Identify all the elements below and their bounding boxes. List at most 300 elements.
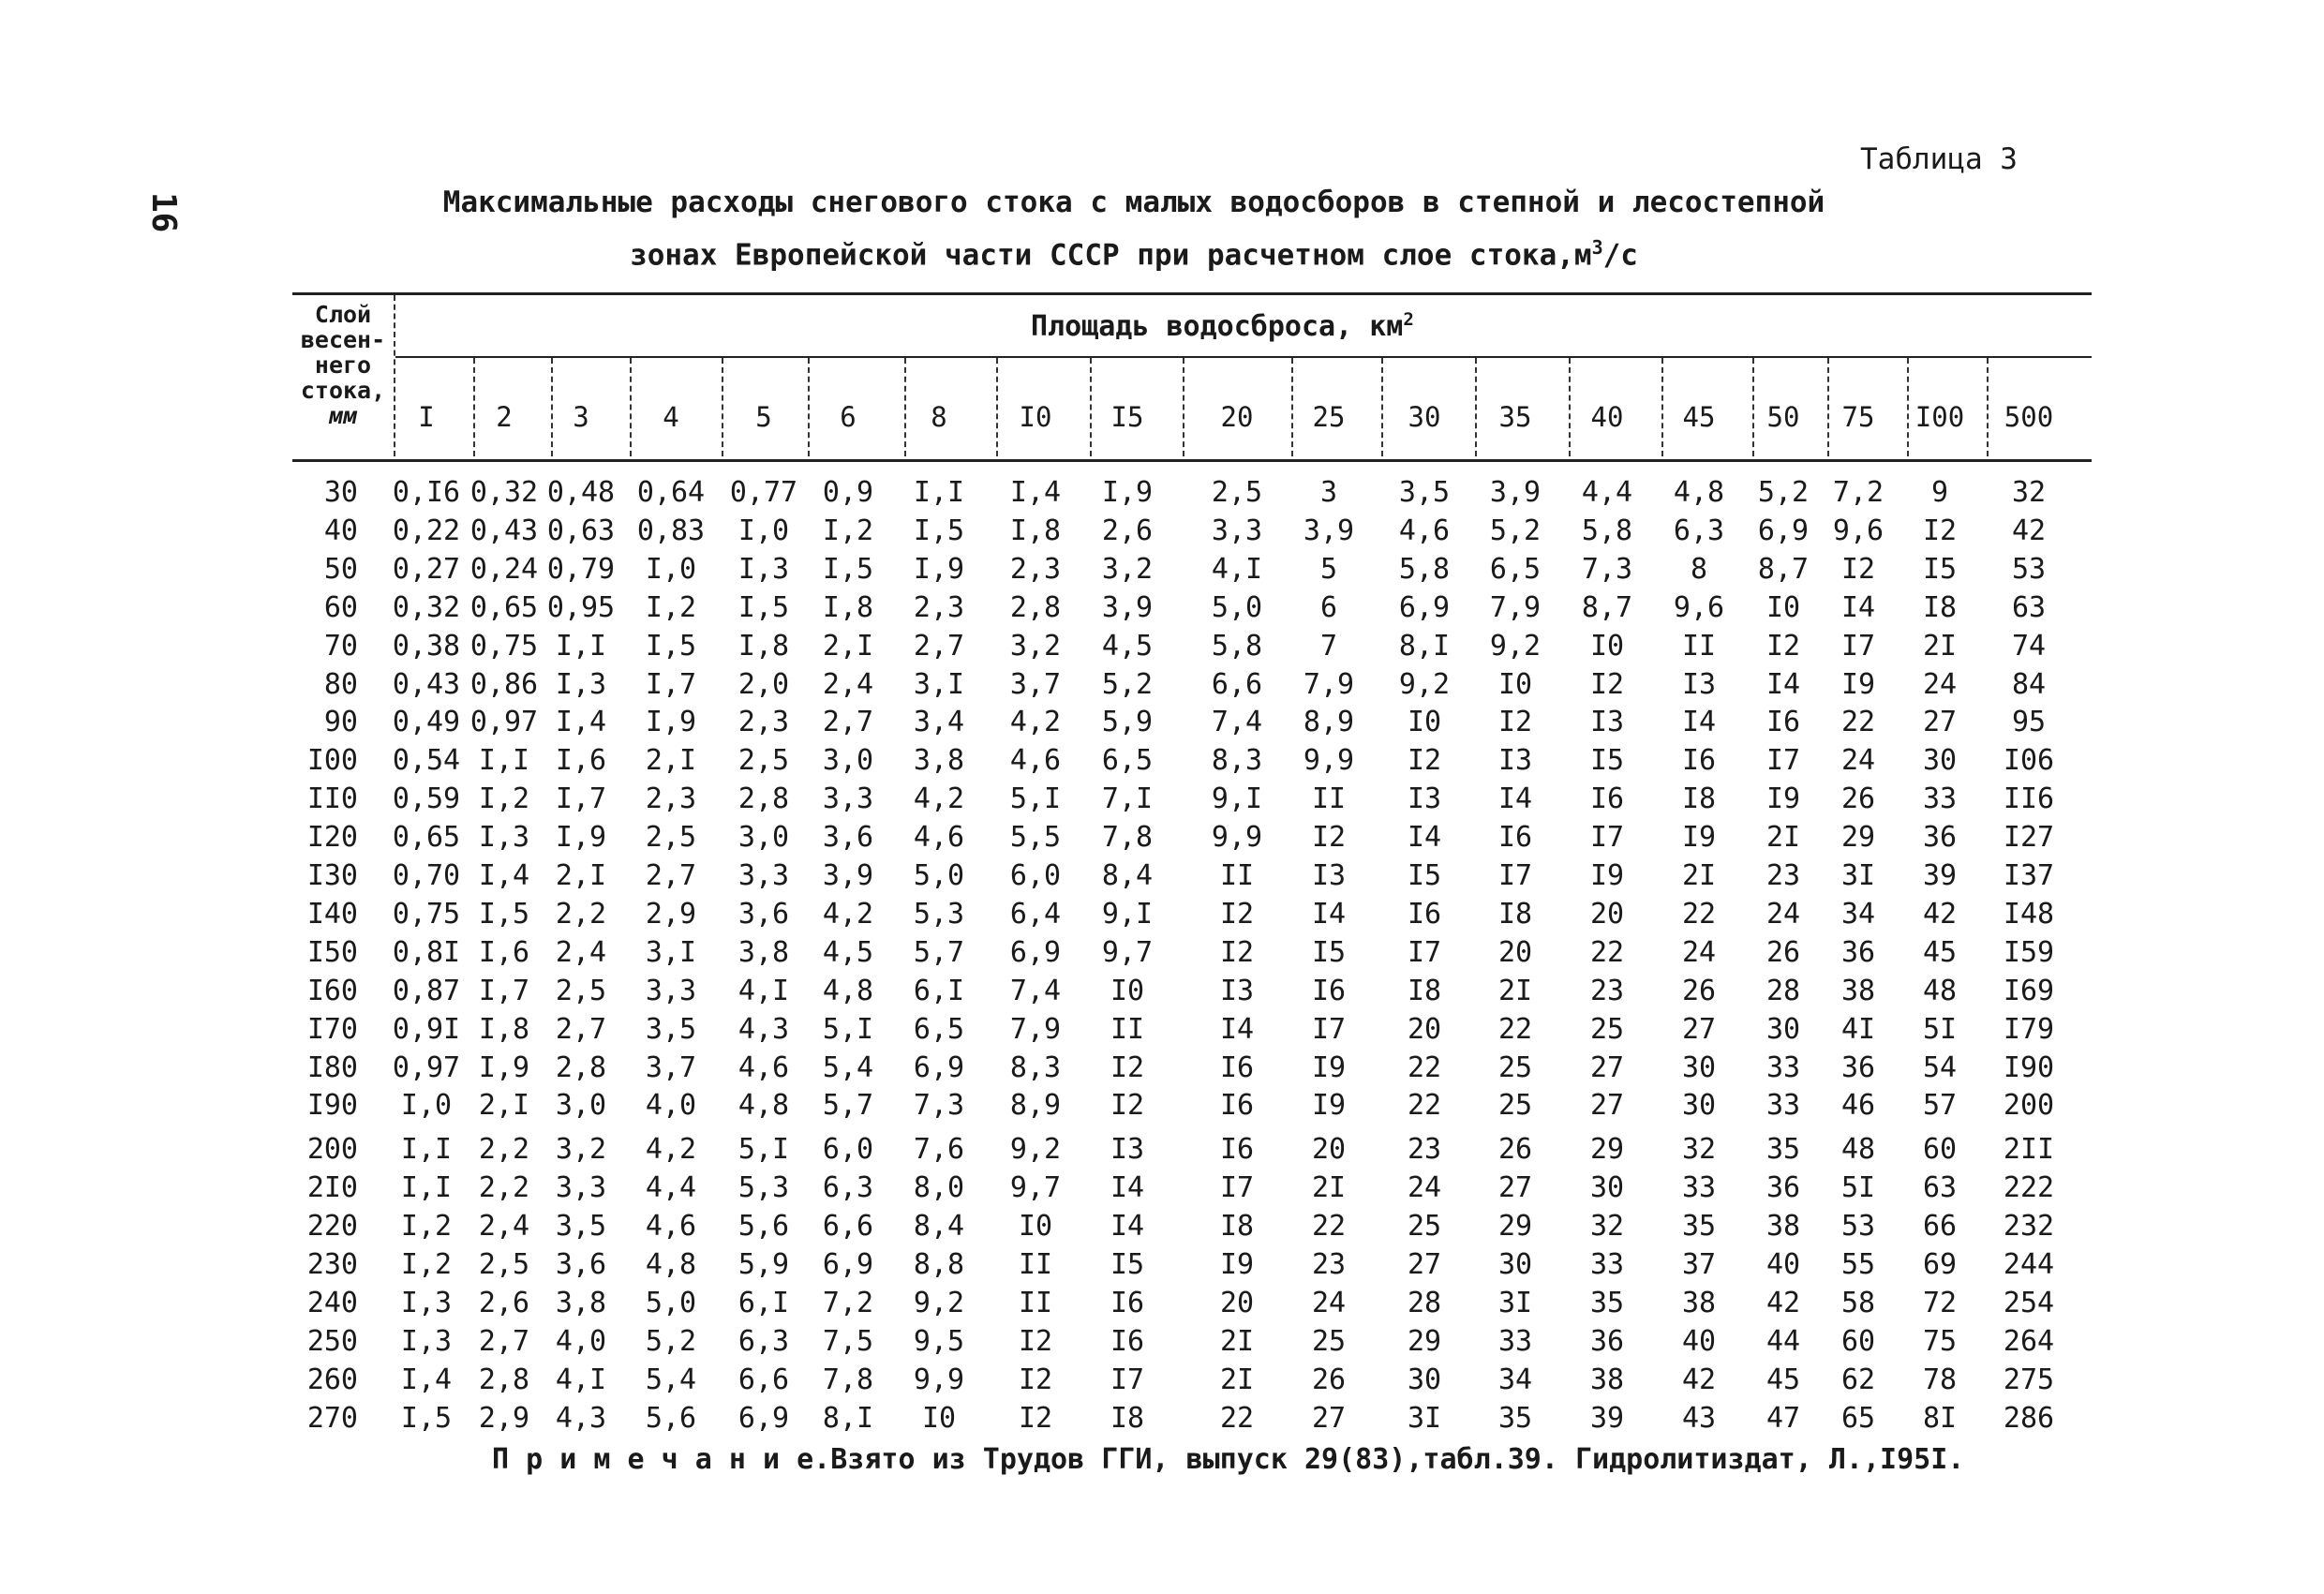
table-cell: 5,0 bbox=[913, 859, 965, 892]
table-cell: 5,9 bbox=[737, 1248, 790, 1281]
table-cell: 3I bbox=[1407, 1401, 1442, 1435]
table-cell: 5,4 bbox=[645, 1363, 697, 1396]
column-separator bbox=[630, 358, 632, 456]
table-cell: 0,75 bbox=[469, 629, 539, 663]
row-layer-value: 200 bbox=[306, 1133, 358, 1167]
table-cell: 22 bbox=[1840, 706, 1876, 739]
table-cell: I7 bbox=[1840, 629, 1876, 663]
table-cell: I,3 bbox=[555, 667, 607, 701]
table-cell: 33 bbox=[1922, 782, 1958, 816]
table-cell: 6,3 bbox=[822, 1171, 874, 1205]
table-cell: 200 bbox=[2003, 1089, 2055, 1123]
table-cell: 42 bbox=[2011, 514, 2047, 547]
table-cell: II bbox=[1018, 1248, 1053, 1281]
table-cell: I,0 bbox=[737, 514, 790, 547]
table-cell: 25 bbox=[1311, 1324, 1347, 1358]
table-cell: 3,7 bbox=[1009, 667, 1062, 701]
column-separator bbox=[808, 358, 810, 456]
table-cell: 30 bbox=[1497, 1248, 1533, 1281]
table-cell: 5,2 bbox=[645, 1324, 697, 1358]
table-cell: 7,I bbox=[1101, 782, 1154, 816]
table-cell: 35 bbox=[1497, 1401, 1533, 1435]
table-cell: 8 bbox=[1690, 552, 1708, 586]
rule-top bbox=[292, 292, 2092, 295]
table-cell: 5,7 bbox=[822, 1089, 874, 1123]
table-cell: 7,8 bbox=[822, 1363, 874, 1396]
table-cell: 4,2 bbox=[822, 897, 874, 931]
table-cell: I,I bbox=[400, 1171, 453, 1205]
table-cell: 48 bbox=[1922, 974, 1958, 1007]
table-cell: 3,I bbox=[913, 667, 965, 701]
table-cell: 30 bbox=[1681, 1089, 1717, 1123]
table-cell: I4 bbox=[1497, 782, 1533, 816]
row-layer-value: 260 bbox=[306, 1363, 358, 1396]
table-cell: 3,3 bbox=[737, 859, 790, 892]
table-cell: 2,3 bbox=[913, 590, 965, 624]
table-cell: I69 bbox=[2003, 974, 2055, 1007]
table-cell: I,I bbox=[400, 1133, 453, 1167]
table-cell: I,2 bbox=[400, 1248, 453, 1281]
table-cell: I,2 bbox=[645, 590, 697, 624]
table-cell: 8,3 bbox=[1211, 744, 1263, 778]
row-layer-value: 50 bbox=[323, 552, 358, 586]
table-cell: 48 bbox=[1840, 1133, 1876, 1167]
table-cell: I6 bbox=[1311, 974, 1347, 1007]
table-cell: 2I bbox=[1681, 859, 1717, 892]
table-cell: 30 bbox=[1407, 1363, 1442, 1396]
table-title bbox=[403, 180, 1865, 277]
table-cell: 6,5 bbox=[1489, 552, 1542, 586]
table-cell: 6 bbox=[1319, 590, 1338, 624]
table-cell: 25 bbox=[1589, 1012, 1625, 1046]
table-cell: 9,6 bbox=[1673, 590, 1725, 624]
table-cell: 74 bbox=[2011, 629, 2047, 663]
table-cell: 6,9 bbox=[737, 1401, 790, 1435]
table-cell: 3,4 bbox=[913, 706, 965, 739]
column-header: 40 bbox=[1590, 401, 1624, 433]
table-cell: I,7 bbox=[478, 974, 530, 1007]
table-cell: 2,I bbox=[555, 859, 607, 892]
row-layer-value: 250 bbox=[306, 1324, 358, 1358]
table-cell: 6,I bbox=[913, 974, 965, 1007]
corner-header bbox=[292, 302, 394, 428]
table-cell: 6,9 bbox=[913, 1050, 965, 1084]
table-cell: 29 bbox=[1589, 1133, 1625, 1167]
table-cell: 8I bbox=[1922, 1401, 1958, 1435]
table-cell: I2 bbox=[1765, 629, 1801, 663]
table-cell: 40 bbox=[1681, 1324, 1717, 1358]
table-cell: 28 bbox=[1407, 1286, 1442, 1319]
table-cell: I06 bbox=[2003, 744, 2055, 778]
table-cell: 0,59 bbox=[392, 782, 461, 816]
table-cell: 8,9 bbox=[1303, 706, 1355, 739]
table-cell: I2 bbox=[1018, 1401, 1053, 1435]
table-cell: I0 bbox=[1589, 629, 1625, 663]
table-cell: 6,5 bbox=[1101, 744, 1154, 778]
table-cell: 2,5 bbox=[1211, 476, 1263, 509]
table-cell: 38 bbox=[1589, 1363, 1625, 1396]
table-cell: I5 bbox=[1311, 935, 1347, 969]
table-cell: 0,9I bbox=[392, 1012, 461, 1046]
table-cell: I,4 bbox=[555, 706, 607, 739]
table-cell: I,4 bbox=[400, 1363, 453, 1396]
table-cell: 0,83 bbox=[636, 514, 706, 547]
table-cell: 25 bbox=[1407, 1210, 1442, 1244]
table-cell: I2 bbox=[1497, 706, 1533, 739]
table-cell: 27 bbox=[1497, 1171, 1533, 1205]
table-cell: 0,49 bbox=[392, 706, 461, 739]
table-cell: 7,9 bbox=[1009, 1012, 1062, 1046]
table-cell: 2,5 bbox=[645, 821, 697, 855]
table-cell: 2I bbox=[1497, 974, 1533, 1007]
table-cell: 42 bbox=[1765, 1286, 1801, 1319]
table-cell: 29 bbox=[1407, 1324, 1442, 1358]
table-cell: 3,3 bbox=[645, 974, 697, 1007]
table-cell: 72 bbox=[1922, 1286, 1958, 1319]
table-cell: 30 bbox=[1589, 1171, 1625, 1205]
column-header: 30 bbox=[1408, 401, 1441, 433]
table-cell: 23 bbox=[1311, 1248, 1347, 1281]
table-cell: 36 bbox=[1589, 1324, 1625, 1358]
table-cell: 24 bbox=[1407, 1171, 1442, 1205]
table-cell: 24 bbox=[1922, 667, 1958, 701]
table-cell: I5 bbox=[1589, 744, 1625, 778]
table-cell: I,3 bbox=[737, 552, 790, 586]
table-cell: 222 bbox=[2003, 1171, 2055, 1205]
table-cell: I2 bbox=[1018, 1324, 1053, 1358]
table-cell: 2,7 bbox=[478, 1324, 530, 1358]
table-cell: 3,0 bbox=[822, 744, 874, 778]
table-cell: 24 bbox=[1311, 1286, 1347, 1319]
table-cell: 69 bbox=[1922, 1248, 1958, 1281]
row-layer-value: 40 bbox=[323, 514, 358, 547]
table-cell: 6,3 bbox=[1673, 514, 1725, 547]
table-cell: I4 bbox=[1407, 821, 1442, 855]
table-cell: 57 bbox=[1922, 1089, 1958, 1123]
table-cell: 6,I bbox=[737, 1286, 790, 1319]
table-cell: I3 bbox=[1497, 744, 1533, 778]
table-cell: 5,6 bbox=[737, 1210, 790, 1244]
table-cell: I2 bbox=[1922, 514, 1958, 547]
table-cell: 3,5 bbox=[1398, 476, 1451, 509]
table-cell: 5,2 bbox=[1101, 667, 1154, 701]
table-cell: 39 bbox=[1922, 859, 1958, 892]
table-cell: I6 bbox=[1765, 706, 1801, 739]
table-cell: 38 bbox=[1765, 1210, 1801, 1244]
table-cell: 2,I bbox=[478, 1089, 530, 1123]
row-layer-value: 270 bbox=[306, 1401, 358, 1435]
table-cell: 0,65 bbox=[392, 821, 461, 855]
table-cell: I3 bbox=[1110, 1133, 1145, 1167]
table-cell: I6 bbox=[1497, 821, 1533, 855]
column-header: I5 bbox=[1110, 401, 1144, 433]
row-layer-value: 90 bbox=[323, 706, 358, 739]
table-cell: 7,9 bbox=[1303, 667, 1355, 701]
table-cell: I6 bbox=[1219, 1133, 1255, 1167]
table-cell: 35 bbox=[1589, 1286, 1625, 1319]
table-cell: II bbox=[1018, 1286, 1053, 1319]
table-cell: 66 bbox=[1922, 1210, 1958, 1244]
table-cell: 43 bbox=[1681, 1401, 1717, 1435]
table-cell: 33 bbox=[1497, 1324, 1533, 1358]
table-cell: 42 bbox=[1922, 897, 1958, 931]
column-header: 75 bbox=[1841, 401, 1875, 433]
table-cell: 24 bbox=[1840, 744, 1876, 778]
table-cell: I,3 bbox=[400, 1324, 453, 1358]
column-header: 25 bbox=[1312, 401, 1346, 433]
table-cell: I9 bbox=[1219, 1248, 1255, 1281]
table-cell: 22 bbox=[1681, 897, 1717, 931]
table-cell: 2I bbox=[1922, 629, 1958, 663]
table-cell: I8 bbox=[1497, 897, 1533, 931]
table-cell: 36 bbox=[1840, 1050, 1876, 1084]
table-cell: 4,I bbox=[555, 1363, 607, 1396]
table-cell: 3,3 bbox=[555, 1171, 607, 1205]
table-cell: 4,I bbox=[1211, 552, 1263, 586]
table-cell: I8 bbox=[1407, 974, 1442, 1007]
table-cell: 5I bbox=[1922, 1012, 1958, 1046]
table-cell: 5,8 bbox=[1398, 552, 1451, 586]
column-header: I0 bbox=[1019, 401, 1052, 433]
row-layer-value: I80 bbox=[306, 1050, 358, 1084]
table-cell: I,6 bbox=[478, 935, 530, 969]
table-cell: I,5 bbox=[913, 514, 965, 547]
table-cell: 27 bbox=[1589, 1089, 1625, 1123]
table-cell: 5,8 bbox=[1581, 514, 1633, 547]
table-label: Таблица 3 bbox=[1860, 142, 2018, 176]
table-cell: 63 bbox=[1922, 1171, 1958, 1205]
table-cell: 54 bbox=[1922, 1050, 1958, 1084]
table-cell: 7,8 bbox=[1101, 821, 1154, 855]
row-layer-value: I90 bbox=[306, 1089, 358, 1123]
table-cell: 9,7 bbox=[1009, 1171, 1062, 1205]
table-cell: 2,4 bbox=[555, 935, 607, 969]
table-cell: I9 bbox=[1681, 821, 1717, 855]
table-cell: 2,2 bbox=[555, 897, 607, 931]
table-cell: 4,6 bbox=[645, 1210, 697, 1244]
table-cell: I4 bbox=[1840, 590, 1876, 624]
table-cell: I9 bbox=[1589, 859, 1625, 892]
row-layer-value: I20 bbox=[306, 821, 358, 855]
table-cell: 9,9 bbox=[913, 1363, 965, 1396]
table-cell: 7,3 bbox=[1581, 552, 1633, 586]
table-cell: I,6 bbox=[555, 744, 607, 778]
table-cell: 8,I bbox=[1398, 629, 1451, 663]
table-cell: I7 bbox=[1110, 1363, 1145, 1396]
table-cell: 32 bbox=[2011, 476, 2047, 509]
table-cell: I6 bbox=[1407, 897, 1442, 931]
row-layer-value: II0 bbox=[306, 782, 358, 816]
title-line-2: зонах Европейской части СССР при расчетном слое $стока,м^3/с$ bbox=[630, 236, 1638, 273]
table-cell: 7,5 bbox=[822, 1324, 874, 1358]
table-cell: 0,87 bbox=[392, 974, 461, 1007]
row-layer-value: I60 bbox=[306, 974, 358, 1007]
table-cell: 0,77 bbox=[729, 476, 798, 509]
table-cell: 32 bbox=[1589, 1210, 1625, 1244]
table-cell: 5,9 bbox=[1101, 706, 1154, 739]
table-cell: 4,6 bbox=[1398, 514, 1451, 547]
table-cell: I6 bbox=[1219, 1050, 1255, 1084]
column-header: 50 bbox=[1766, 401, 1800, 433]
table-cell: 3,6 bbox=[555, 1248, 607, 1281]
table-cell: 2,I bbox=[822, 629, 874, 663]
table-cell: 6,4 bbox=[1009, 897, 1062, 931]
table-cell: 27 bbox=[1681, 1012, 1717, 1046]
table-cell: 244 bbox=[2003, 1248, 2055, 1281]
table-cell: 2,4 bbox=[478, 1210, 530, 1244]
table-cell: 34 bbox=[1840, 897, 1876, 931]
table-cell: 25 bbox=[1497, 1050, 1533, 1084]
table-cell: II bbox=[1110, 1012, 1145, 1046]
table-cell: 9,5 bbox=[913, 1324, 965, 1358]
table-cell: 2II bbox=[2003, 1133, 2055, 1167]
table-cell: 0,54 bbox=[392, 744, 461, 778]
column-header: 35 bbox=[1498, 401, 1532, 433]
table-cell: 9,2 bbox=[1489, 629, 1542, 663]
table-cell: 2,6 bbox=[478, 1286, 530, 1319]
table-cell: I6 bbox=[1110, 1324, 1145, 1358]
table-cell: I90 bbox=[2003, 1050, 2055, 1084]
column-header: I bbox=[418, 401, 435, 433]
table-cell: 6,6 bbox=[822, 1210, 874, 1244]
table-cell: I4 bbox=[1110, 1171, 1145, 1205]
table-cell: 30 bbox=[1922, 744, 1958, 778]
table-cell: I79 bbox=[2003, 1012, 2055, 1046]
table-cell: 3,9 bbox=[1489, 476, 1542, 509]
table-cell: I6 bbox=[1219, 1089, 1255, 1123]
table-cell: I7 bbox=[1589, 821, 1625, 855]
table-cell: 3,I bbox=[645, 935, 697, 969]
table-cell: 3I bbox=[1840, 859, 1876, 892]
table-cell: I4 bbox=[1219, 1012, 1255, 1046]
table-cell: 2,4 bbox=[822, 667, 874, 701]
table-cell: 0,70 bbox=[392, 859, 461, 892]
table-cell: 4,2 bbox=[1009, 706, 1062, 739]
table-cell: 27 bbox=[1589, 1050, 1625, 1084]
table-cell: 3,3 bbox=[1211, 514, 1263, 547]
table-cell: 6,0 bbox=[1009, 859, 1062, 892]
table-cell: 0,24 bbox=[469, 552, 539, 586]
table-cell: I3 bbox=[1681, 667, 1717, 701]
table-cell: 39 bbox=[1589, 1401, 1625, 1435]
table-cell: 2,6 bbox=[1101, 514, 1154, 547]
table-cell: 0,64 bbox=[636, 476, 706, 509]
table-cell: 60 bbox=[1840, 1324, 1876, 1358]
table-cell: I,2 bbox=[822, 514, 874, 547]
table-cell: I0 bbox=[921, 1401, 957, 1435]
table-cell: 58 bbox=[1840, 1286, 1876, 1319]
table-cell: I37 bbox=[2003, 859, 2055, 892]
table-cell: I,7 bbox=[645, 667, 697, 701]
table-cell: 25 bbox=[1497, 1089, 1533, 1123]
table-cell: 37 bbox=[1681, 1248, 1717, 1281]
table-cell: II bbox=[1681, 629, 1717, 663]
table-cell: II bbox=[1219, 859, 1255, 892]
table-cell: 3 bbox=[1319, 476, 1338, 509]
table-cell: 4,4 bbox=[645, 1171, 697, 1205]
table-cell: 2,3 bbox=[645, 782, 697, 816]
table-cell: I4 bbox=[1681, 706, 1717, 739]
table-cell: 0,97 bbox=[392, 1050, 461, 1084]
table-cell: I7 bbox=[1497, 859, 1533, 892]
table-cell: 63 bbox=[2011, 590, 2047, 624]
table-cell: I,5 bbox=[478, 897, 530, 931]
table-cell: 95 bbox=[2011, 706, 2047, 739]
row-layer-value: I50 bbox=[306, 935, 358, 969]
row-layer-value: I70 bbox=[306, 1012, 358, 1046]
table-cell: 2,9 bbox=[478, 1401, 530, 1435]
table-cell: 20 bbox=[1219, 1286, 1255, 1319]
table-cell: 9,6 bbox=[1832, 514, 1885, 547]
table-cell: 32 bbox=[1681, 1133, 1717, 1167]
table-cell: I,9 bbox=[478, 1050, 530, 1084]
table-cell: 22 bbox=[1219, 1401, 1255, 1435]
table-cell: 8,0 bbox=[913, 1171, 965, 1205]
table-cell: 4,0 bbox=[555, 1324, 607, 1358]
table-cell: 55 bbox=[1840, 1248, 1876, 1281]
table-cell: 6,3 bbox=[737, 1324, 790, 1358]
table-cell: 22 bbox=[1589, 935, 1625, 969]
table-cell: 20 bbox=[1407, 1012, 1442, 1046]
column-header: 6 bbox=[840, 401, 857, 433]
table-cell: 24 bbox=[1681, 935, 1717, 969]
table-cell: 4,8 bbox=[737, 1089, 790, 1123]
table-cell: 7,2 bbox=[1832, 476, 1885, 509]
table-cell: I,4 bbox=[478, 859, 530, 892]
column-header: I00 bbox=[1914, 401, 1965, 433]
table-cell: 2,5 bbox=[737, 744, 790, 778]
table-cell: I,I bbox=[913, 476, 965, 509]
table-cell: 286 bbox=[2003, 1401, 2055, 1435]
table-cell: 232 bbox=[2003, 1210, 2055, 1244]
table-cell: 5,8 bbox=[1211, 629, 1263, 663]
table-cell: I48 bbox=[2003, 897, 2055, 931]
table-cell: I,8 bbox=[737, 629, 790, 663]
table-cell: I2 bbox=[1311, 821, 1347, 855]
table-cell: 5,2 bbox=[1489, 514, 1542, 547]
table-cell: 35 bbox=[1681, 1210, 1717, 1244]
table-cell: 0,75 bbox=[392, 897, 461, 931]
table-cell: I8 bbox=[1219, 1210, 1255, 1244]
table-cell: I59 bbox=[2003, 935, 2055, 969]
table-cell: 4,0 bbox=[645, 1089, 697, 1123]
table-cell: 8,4 bbox=[1101, 859, 1154, 892]
table-cell: 42 bbox=[1681, 1363, 1717, 1396]
table-cell: 0,I6 bbox=[392, 476, 461, 509]
table-cell: I,5 bbox=[645, 629, 697, 663]
column-header: 500 bbox=[2004, 401, 2054, 433]
table-cell: I7 bbox=[1311, 1012, 1347, 1046]
table-cell: 3,2 bbox=[555, 1133, 607, 1167]
table-cell: 7,2 bbox=[822, 1286, 874, 1319]
table-cell: 26 bbox=[1840, 782, 1876, 816]
table-cell: 2,8 bbox=[478, 1363, 530, 1396]
table-cell: 0,43 bbox=[392, 667, 461, 701]
table-cell: I,9 bbox=[913, 552, 965, 586]
table-cell: 254 bbox=[2003, 1286, 2055, 1319]
table-cell: 2I bbox=[1311, 1171, 1347, 1205]
table-cell: 9,2 bbox=[913, 1286, 965, 1319]
table-cell: I,I bbox=[478, 744, 530, 778]
table-cell: 75 bbox=[1922, 1324, 1958, 1358]
table-cell: II6 bbox=[2003, 782, 2055, 816]
table-cell: 7 bbox=[1319, 629, 1338, 663]
table-cell: 2,I bbox=[645, 744, 697, 778]
table-cell: I2 bbox=[1110, 1050, 1145, 1084]
table-cell: 8,9 bbox=[1009, 1089, 1062, 1123]
table-cell: 30 bbox=[1681, 1050, 1717, 1084]
table-cell: I2 bbox=[1110, 1089, 1145, 1123]
